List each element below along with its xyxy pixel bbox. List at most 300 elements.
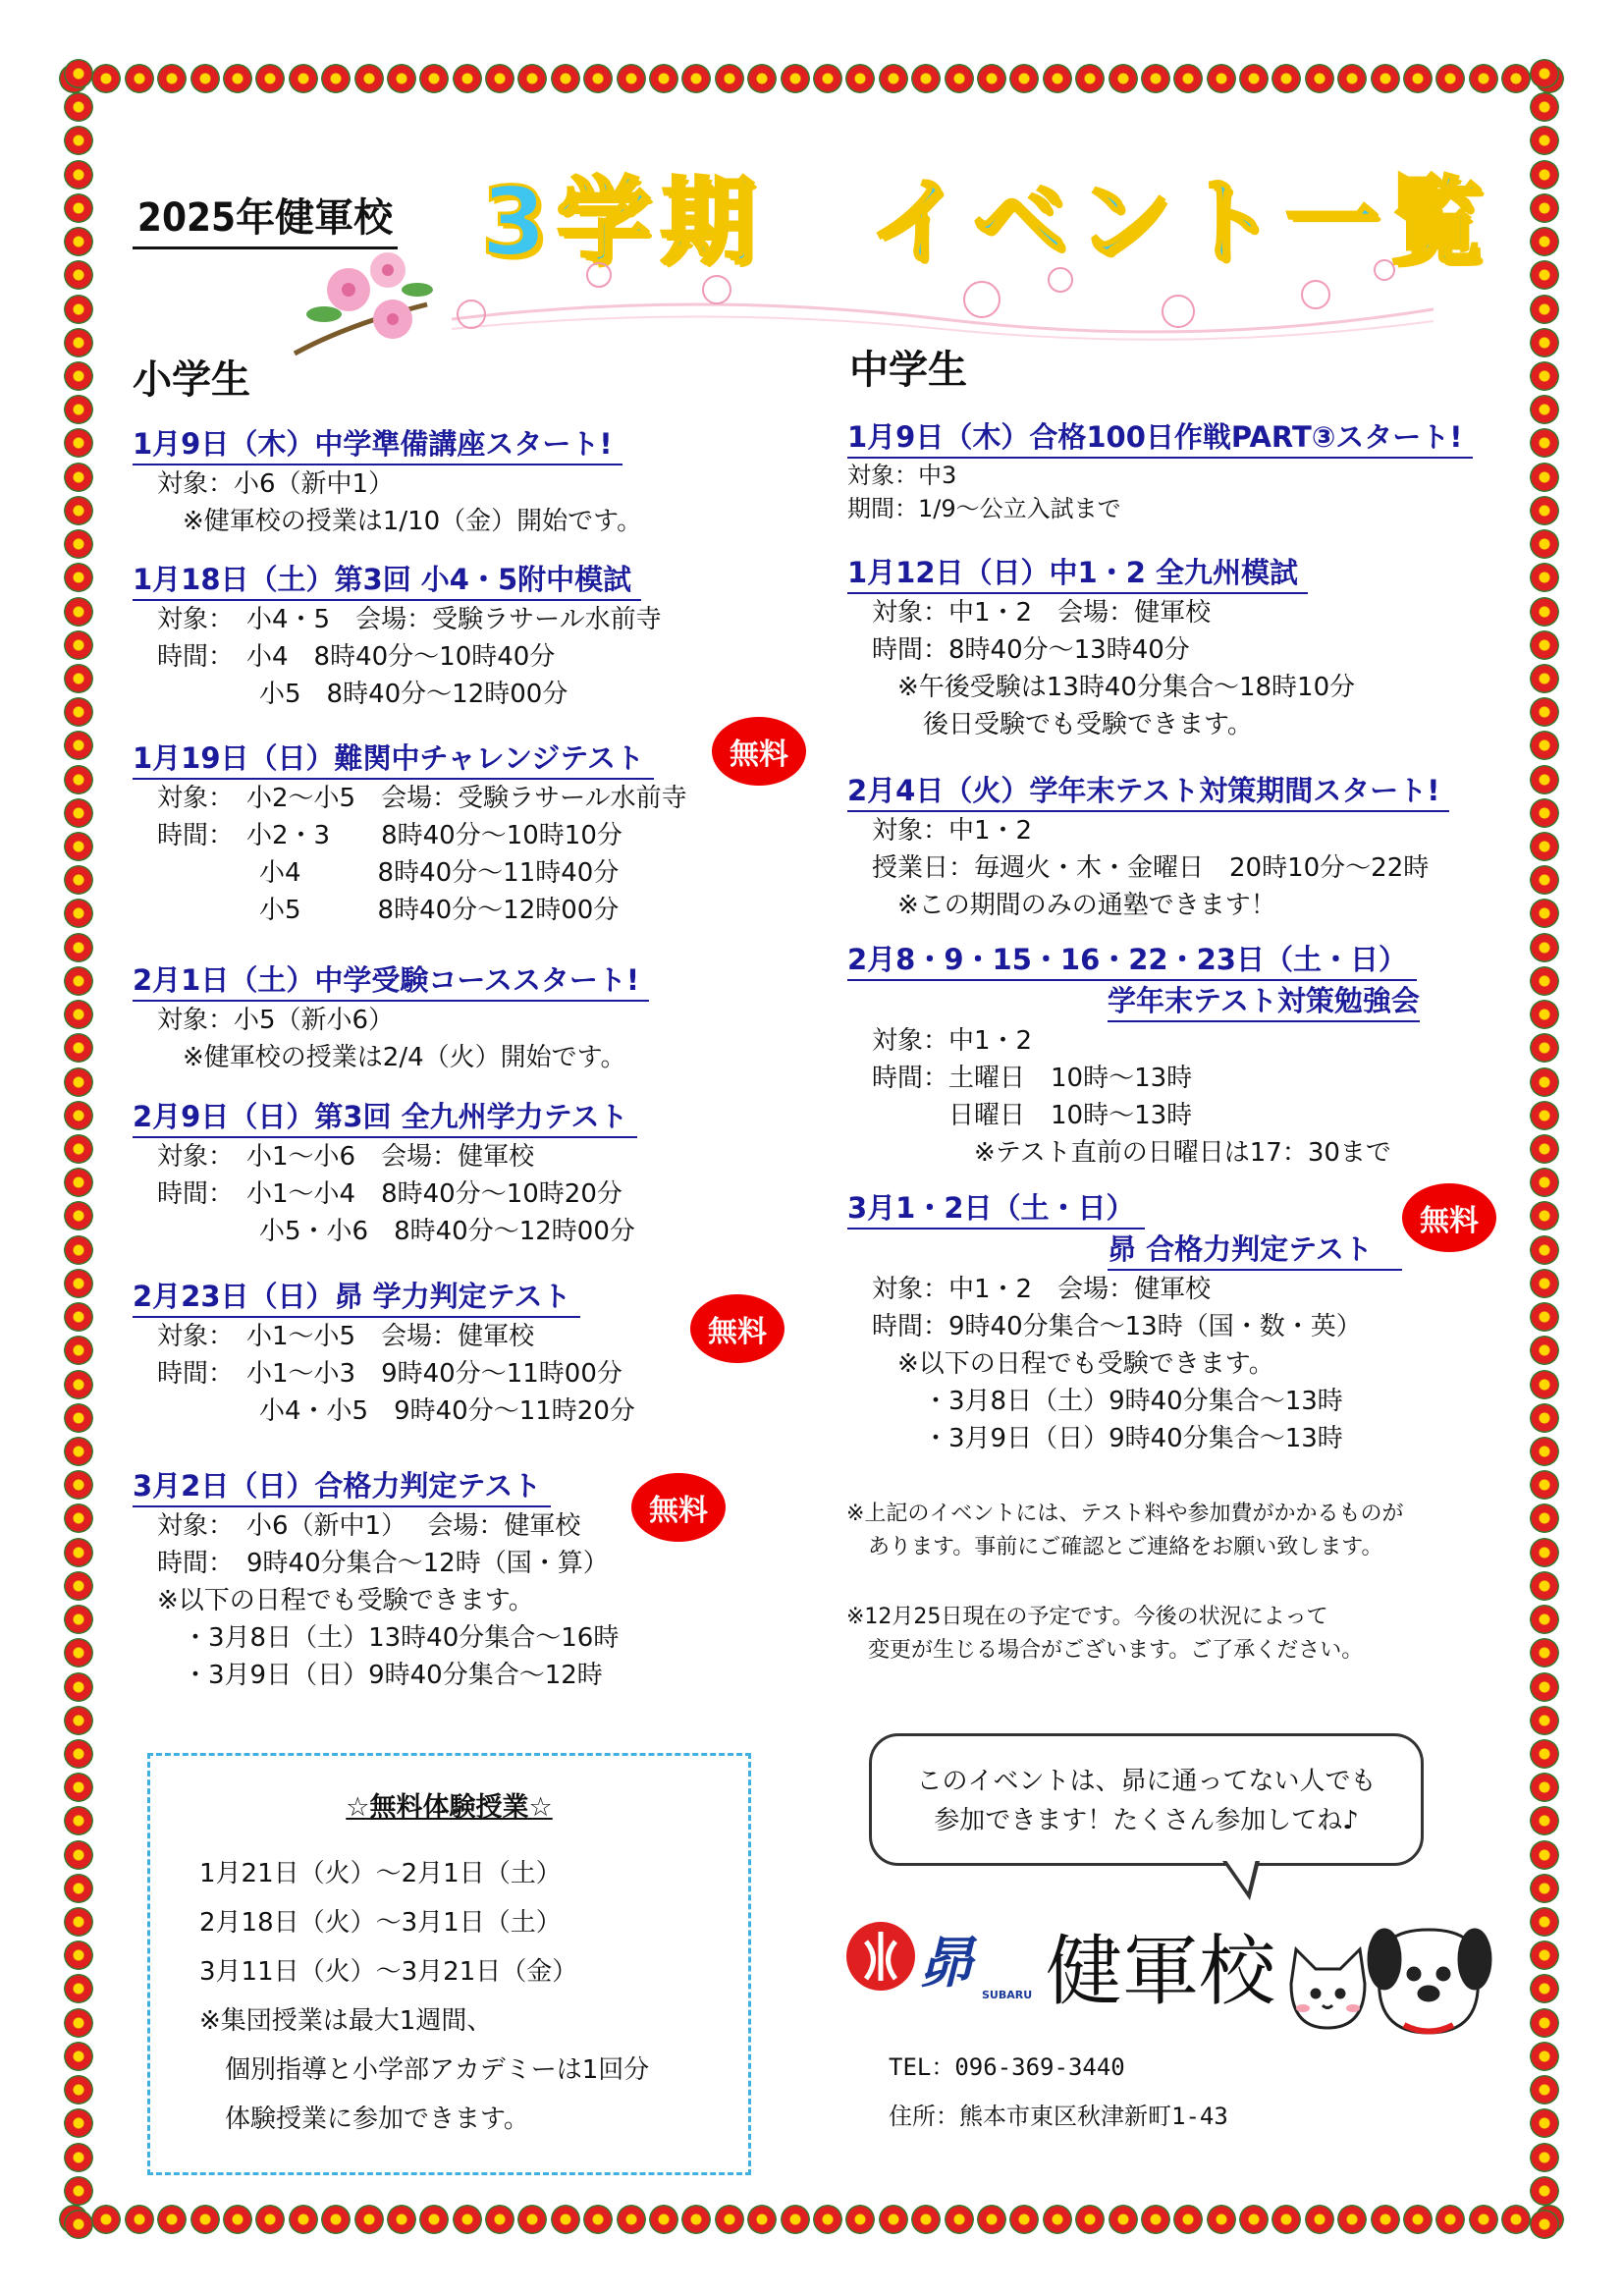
flower-icon (64, 1672, 93, 1702)
mascot-illustration (1281, 1915, 1492, 2043)
event-line: 時間： 小4 8時40分～10時40分 (157, 642, 556, 672)
flower-icon (64, 260, 93, 290)
event-line: ※テスト直前の日曜日は17：30まで (872, 1138, 1391, 1168)
flower-icon (583, 64, 613, 93)
flower-icon (813, 2205, 842, 2234)
flower-icon (1530, 2143, 1559, 2172)
flower-icon (1530, 2042, 1559, 2071)
flower-icon (1530, 1168, 1559, 1197)
flower-icon (1530, 1605, 1559, 1634)
flower-icon (1530, 1336, 1559, 1365)
free-badge: 無料 (690, 1294, 784, 1363)
event-line: 対象： 小2～小5 会場：受験ラサール水前寺 (157, 784, 687, 813)
flower-icon (64, 160, 93, 190)
junior-event-3 (847, 771, 1449, 924)
flower-icon (64, 1840, 93, 1870)
flower-icon (1530, 395, 1559, 424)
event-line: 小5 8時40分～12時00分 (157, 896, 620, 925)
flower-icon (1530, 428, 1559, 458)
flower-icon (517, 64, 547, 93)
flower-icon (1530, 1503, 1559, 1533)
flower-icon (1435, 2205, 1465, 2234)
flower-icon (1075, 2205, 1105, 2234)
flower-icon (64, 1000, 93, 1029)
flower-icon (64, 2075, 93, 2105)
flower-icon (911, 64, 941, 93)
event-title: 1月19日（日）難関中チャレンジテスト (133, 738, 654, 780)
event-line: 対象：中1・2 (872, 1026, 1033, 1056)
flower-icon (64, 865, 93, 895)
flower-icon (1530, 328, 1559, 357)
flower-icon (64, 597, 93, 627)
flower-icon (1530, 1840, 1559, 1870)
flower-icon (64, 697, 93, 727)
flower-icon (64, 1974, 93, 2003)
flower-icon (1530, 865, 1559, 895)
flower-icon (1530, 563, 1559, 592)
flower-icon (1530, 1033, 1559, 1063)
flower-icon (1530, 597, 1559, 627)
flower-icon (1109, 2205, 1138, 2234)
flower-icon (583, 2205, 613, 2234)
event-line: 対象：中1・2 会場：健軍校 (872, 598, 1212, 628)
flower-icon (1530, 1806, 1559, 1835)
flower-icon (64, 1033, 93, 1063)
flower-icon (1530, 697, 1559, 727)
flower-icon (649, 2205, 678, 2234)
flower-icon (387, 64, 416, 93)
flower-icon (715, 64, 744, 93)
flower-icon (64, 1739, 93, 1769)
flower-icon (1207, 64, 1236, 93)
flower-icon (747, 64, 777, 93)
flower-icon (190, 2205, 220, 2234)
brand-logo-text: 昴 (918, 1932, 973, 1995)
flower-border-top (59, 59, 1564, 98)
flower-icon (977, 2205, 1006, 2234)
brand-school-name: 健軍校 (1046, 1928, 1276, 2016)
flower-icon (1109, 64, 1138, 93)
elementary-event-7 (133, 1466, 619, 1694)
flower-icon (1530, 2176, 1559, 2206)
flower-icon (879, 64, 908, 93)
event-title: 1月12日（日）中1・2 全九州模試 (847, 553, 1308, 594)
flower-icon (64, 1403, 93, 1433)
event-line: 期間：1/9～公立入試まで (847, 495, 1121, 522)
flower-icon (419, 64, 449, 93)
event-line: 対象：中1・2 会場：健軍校 (872, 1275, 1212, 1304)
flower-icon (64, 1168, 93, 1197)
event-subtitle: 学年末テスト対策勉強会 (1108, 981, 1420, 1022)
flower-icon (289, 2205, 318, 2234)
flower-icon (64, 1470, 93, 1500)
event-line: ・3月9日（日）9時40分集合～13時 (872, 1424, 1343, 1453)
flower-icon (64, 463, 93, 492)
flower-icon (64, 1235, 93, 1265)
elementary-event-5 (133, 1097, 637, 1250)
flower-icon (64, 765, 93, 794)
event-line: ※以下の日程でも受験できます。 (157, 1586, 534, 1615)
flower-icon (255, 64, 285, 93)
bubble-line: このイベントは、昴に通ってない人でも (916, 1767, 1377, 1796)
flower-icon (1530, 92, 1559, 122)
flower-icon (354, 64, 384, 93)
flower-icon (64, 1336, 93, 1365)
flower-icon (64, 428, 93, 458)
flower-icon (617, 2205, 646, 2234)
flower-icon (1530, 59, 1559, 88)
trial-line: ※集団授業は最大1週間、 (199, 2006, 493, 2036)
flower-icon (1530, 1672, 1559, 1702)
event-title: 3月2日（日）合格力判定テスト (133, 1466, 551, 1507)
event-subtitle: 昴 合格力判定テスト (1108, 1230, 1402, 1271)
flower-illustration (290, 246, 437, 363)
flower-icon (1530, 1974, 1559, 2003)
flower-icon (289, 64, 318, 93)
flower-icon (157, 2205, 187, 2234)
page-title: 3学期 イベント一覧 (481, 167, 1493, 277)
flower-icon (354, 2205, 384, 2234)
free-badge: 無料 (631, 1473, 726, 1542)
event-line: ・3月8日（土）9時40分集合～13時 (872, 1387, 1343, 1416)
flower-icon (1530, 2108, 1559, 2138)
event-line: 対象：小6（新中1） (157, 469, 395, 499)
elementary-heading: 小学生 (133, 357, 250, 403)
flower-icon (1530, 1706, 1559, 1735)
flower-icon (1403, 2205, 1433, 2234)
flower-icon (64, 1370, 93, 1399)
flower-icon (1271, 64, 1301, 93)
flower-icon (1530, 529, 1559, 559)
flower-icon (1530, 1269, 1559, 1298)
flower-icon (1530, 1571, 1559, 1601)
event-line: ・3月8日（土）13時40分集合～16時 (157, 1623, 620, 1653)
event-line: 時間：土曜日 10時～13時 (872, 1064, 1193, 1093)
flower-icon (64, 1437, 93, 1466)
flower-icon (64, 664, 93, 693)
flower-icon (1530, 1235, 1559, 1265)
flower-icon (64, 563, 93, 592)
event-line: 対象： 小1～小5 会場：健軍校 (157, 1322, 535, 1351)
flower-icon (1530, 193, 1559, 223)
flower-icon (1530, 260, 1559, 290)
flower-icon (1403, 64, 1433, 93)
event-title: 1月9日（木）中学準備講座スタート! (133, 424, 622, 465)
flower-icon (517, 2205, 547, 2234)
flower-icon (1530, 1739, 1559, 1769)
flower-icon (64, 1773, 93, 1802)
event-title: 2月23日（日）昴 学力判定テスト (133, 1277, 580, 1318)
junior-event-5 (847, 1188, 1402, 1457)
flower-icon (1239, 2205, 1269, 2234)
flower-icon (64, 92, 93, 122)
flower-icon (845, 64, 875, 93)
flower-icon (1530, 798, 1559, 828)
flower-icon (64, 1201, 93, 1230)
flower-icon (1530, 1638, 1559, 1667)
event-title: 1月9日（木）合格100日作戦PART③スタート! (847, 417, 1473, 459)
school-year-label: 2025年健軍校 (133, 187, 398, 249)
flower-icon (64, 496, 93, 525)
elementary-event-6 (133, 1277, 635, 1430)
flower-icon (64, 2210, 93, 2239)
flower-icon (485, 2205, 514, 2234)
event-title: 2月8・9・15・16・22・23日（土・日） (847, 940, 1417, 981)
event-line: ※この期間のみの通塾できます！ (872, 891, 1276, 920)
flower-icon (715, 2205, 744, 2234)
flower-icon (1207, 2205, 1236, 2234)
event-line: 対象： 小4・5 会場：受験ラサール水前寺 (157, 605, 662, 634)
flower-icon (879, 2205, 908, 2234)
event-line: ※以下の日程でも受験できます。 (872, 1349, 1274, 1379)
elementary-event-1 (133, 424, 642, 540)
flower-icon (1239, 64, 1269, 93)
flower-icon (64, 1605, 93, 1634)
flower-icon (453, 64, 482, 93)
flower-icon (64, 1571, 93, 1601)
event-line: ※午後受験は13時40分集合～18時10分 (872, 673, 1356, 702)
flower-icon (1530, 227, 1559, 256)
bubble-line: 参加できます！たくさん参加してね♪ (934, 1806, 1359, 1835)
flower-icon (1305, 2205, 1334, 2234)
flower-icon (1530, 1538, 1559, 1567)
flower-icon (1530, 832, 1559, 861)
flower-icon (64, 1302, 93, 1332)
flower-icon (64, 966, 93, 996)
flower-icon (1173, 64, 1203, 93)
flower-icon (1530, 1941, 1559, 1970)
flower-icon (1337, 64, 1367, 93)
flower-icon (64, 2143, 93, 2172)
subaru-logo-icon (844, 1920, 917, 1993)
trial-line: 個別指導と小学部アカデミーは1回分 (199, 2055, 650, 2085)
flower-icon (845, 2205, 875, 2234)
flower-icon (453, 2205, 482, 2234)
contact-address: 住所：熊本市東区秋津新町1-43 (889, 2103, 1228, 2130)
flower-icon (485, 64, 514, 93)
elementary-event-4 (133, 960, 649, 1076)
junior-event-2 (847, 553, 1355, 743)
junior-event-4 (847, 940, 1420, 1172)
event-line: 時間： 小1～小4 8時40分～10時20分 (157, 1179, 622, 1209)
flower-icon (649, 64, 678, 93)
flower-icon (1337, 2205, 1367, 2234)
flower-icon (64, 1269, 93, 1298)
event-line: 日曜日 10時～13時 (872, 1101, 1193, 1130)
flower-icon (781, 64, 810, 93)
event-line: 対象：中3 (847, 462, 957, 489)
flower-icon (64, 1907, 93, 1937)
elementary-event-3 (133, 738, 687, 929)
schedule-note: ※12月25日現在の予定です。今後の状況によって 変更が生じる場合がございます。ご了承ください。 (846, 1605, 1364, 1663)
flower-icon (1530, 1907, 1559, 1937)
free-trial-box (147, 1753, 751, 2175)
flower-border-right (1525, 59, 1564, 2239)
flower-icon (1530, 1437, 1559, 1466)
flower-icon (64, 2042, 93, 2071)
flower-icon (64, 361, 93, 391)
event-line: 小5 8時40分～12時00分 (157, 680, 568, 709)
flower-icon (64, 2108, 93, 2138)
flower-icon (64, 731, 93, 760)
free-badge: 無料 (1402, 1183, 1496, 1252)
flower-icon (1530, 630, 1559, 660)
flower-icon (1530, 1201, 1559, 1230)
flower-icon (1530, 2210, 1559, 2239)
flower-icon (1530, 1101, 1559, 1130)
flower-icon (64, 798, 93, 828)
flower-icon (1043, 64, 1072, 93)
flower-icon (911, 2205, 941, 2234)
event-title: 1月18日（土）第3回 小4・5附中模試 (133, 560, 641, 601)
event-line: 小4 8時40分～11時40分 (157, 858, 620, 888)
flower-icon (64, 933, 93, 962)
flower-icon (1530, 2008, 1559, 2038)
flower-icon (321, 2205, 351, 2234)
trial-line: 体験授業に参加できます。 (199, 2105, 529, 2134)
flower-icon (1530, 731, 1559, 760)
event-line: 対象：中1・2 (872, 816, 1033, 846)
flower-icon (64, 1134, 93, 1164)
event-line: 時間：8時40分～13時40分 (872, 635, 1190, 665)
flower-icon (223, 64, 252, 93)
flower-icon (1530, 664, 1559, 693)
junior-event-1 (847, 417, 1473, 525)
flower-icon (64, 1067, 93, 1097)
event-line: 小4・小5 9時40分～11時20分 (157, 1396, 635, 1426)
flower-icon (1530, 1370, 1559, 1399)
flower-icon (551, 64, 580, 93)
flower-icon (1530, 1470, 1559, 1500)
flower-icon (551, 2205, 580, 2234)
flower-icon (1530, 933, 1559, 962)
flower-icon (64, 1941, 93, 1970)
flower-icon (64, 2008, 93, 2038)
flower-icon (64, 328, 93, 357)
flower-icon (64, 630, 93, 660)
flower-icon (1305, 64, 1334, 93)
flower-icon (64, 529, 93, 559)
flower-icon (1530, 1403, 1559, 1433)
flower-icon (1530, 1302, 1559, 1332)
flower-icon (64, 1638, 93, 1667)
flower-icon (617, 64, 646, 93)
flower-icon (1469, 64, 1498, 93)
flower-icon (1530, 1067, 1559, 1097)
flower-icon (945, 2205, 974, 2234)
flower-icon (64, 899, 93, 928)
event-line: 時間： 小1～小3 9時40分～11時00分 (157, 1359, 622, 1389)
flower-icon (1469, 2205, 1498, 2234)
flower-icon (64, 395, 93, 424)
flower-icon (387, 2205, 416, 2234)
flower-icon (64, 59, 93, 88)
flower-icon (1530, 765, 1559, 794)
flower-border-bottom (59, 2200, 1564, 2239)
event-title: 2月4日（火）学年末テスト対策期間スタート! (847, 771, 1449, 812)
flower-icon (945, 64, 974, 93)
flower-icon (223, 2205, 252, 2234)
flower-icon (1271, 2205, 1301, 2234)
flower-icon (64, 1706, 93, 1735)
flower-icon (64, 1874, 93, 1903)
flower-icon (813, 64, 842, 93)
flower-icon (1141, 2205, 1170, 2234)
flower-icon (157, 64, 187, 93)
event-line: 後日受験でも受験できます。 (872, 710, 1253, 739)
flower-icon (64, 227, 93, 256)
flower-icon (419, 2205, 449, 2234)
flower-icon (125, 2205, 154, 2234)
trial-line: 2月18日（火）～3月1日（土） (199, 1908, 562, 1938)
flower-icon (1530, 966, 1559, 996)
flower-icon (64, 1503, 93, 1533)
flower-icon (1530, 1000, 1559, 1029)
flower-icon (1371, 2205, 1400, 2234)
event-title: 3月1・2日（土・日） (847, 1188, 1145, 1230)
flower-icon (64, 126, 93, 155)
contact-tel: TEL：096-369-3440 (889, 2053, 1125, 2081)
flower-icon (321, 64, 351, 93)
event-line: ※健軍校の授業は2/4（火）開始です。 (157, 1043, 626, 1072)
flower-icon (747, 2205, 777, 2234)
flower-icon (1009, 2205, 1039, 2234)
free-trial-title: ☆無料体験授業☆ (346, 1792, 553, 1823)
flower-icon (255, 2205, 285, 2234)
flower-icon (681, 2205, 711, 2234)
flower-icon (977, 64, 1006, 93)
flower-icon (1530, 126, 1559, 155)
flower-icon (1435, 64, 1465, 93)
event-line: 対象：小5（新小6） (157, 1006, 395, 1035)
event-line: ・3月9日（日）9時40分集合～12時 (157, 1661, 603, 1690)
flower-icon (681, 64, 711, 93)
flower-icon (1173, 2205, 1203, 2234)
event-line: 対象： 小6（新中1） 会場：健軍校 (157, 1511, 581, 1541)
event-title: 2月1日（土）中学受験コーススタート! (133, 960, 649, 1002)
flower-icon (64, 2176, 93, 2206)
flower-icon (1530, 1874, 1559, 1903)
flower-icon (125, 64, 154, 93)
event-line: 小5・小6 8時40分～12時00分 (157, 1217, 635, 1246)
flower-icon (1043, 2205, 1072, 2234)
flower-icon (64, 193, 93, 223)
event-line: ※健軍校の授業は1/10（金）開始です。 (157, 507, 643, 536)
flower-border-left (59, 59, 98, 2239)
elementary-event-2 (133, 560, 662, 713)
event-line: 時間： 小2・3 8時40分～10時10分 (157, 821, 622, 850)
flower-icon (1009, 64, 1039, 93)
speech-bubble (869, 1733, 1424, 1866)
trial-line: 1月21日（火）～2月1日（土） (199, 1859, 562, 1888)
event-line: 対象： 小1～小6 会場：健軍校 (157, 1142, 535, 1172)
flower-icon (1530, 1773, 1559, 1802)
flower-icon (1371, 64, 1400, 93)
event-line: 授業日：毎週火・木・金曜日 20時10分～22時 (872, 853, 1430, 883)
event-line: 時間：9時40分集合～13時（国・数・英） (872, 1312, 1362, 1341)
flower-icon (1075, 64, 1105, 93)
free-badge: 無料 (712, 717, 806, 786)
flower-icon (1530, 295, 1559, 324)
flower-icon (1530, 1134, 1559, 1164)
fee-note: ※上記のイベントには、テスト料や参加費がかかるものが あります。事前にご確認とご連絡をお願い致します。 (846, 1502, 1404, 1559)
flower-icon (1530, 496, 1559, 525)
trial-line: 3月11日（火）～3月21日（金） (199, 1957, 578, 1987)
flower-icon (1530, 463, 1559, 492)
flower-icon (1530, 2075, 1559, 2105)
bubble-tail-inner (1225, 1859, 1256, 1891)
flower-icon (1141, 64, 1170, 93)
